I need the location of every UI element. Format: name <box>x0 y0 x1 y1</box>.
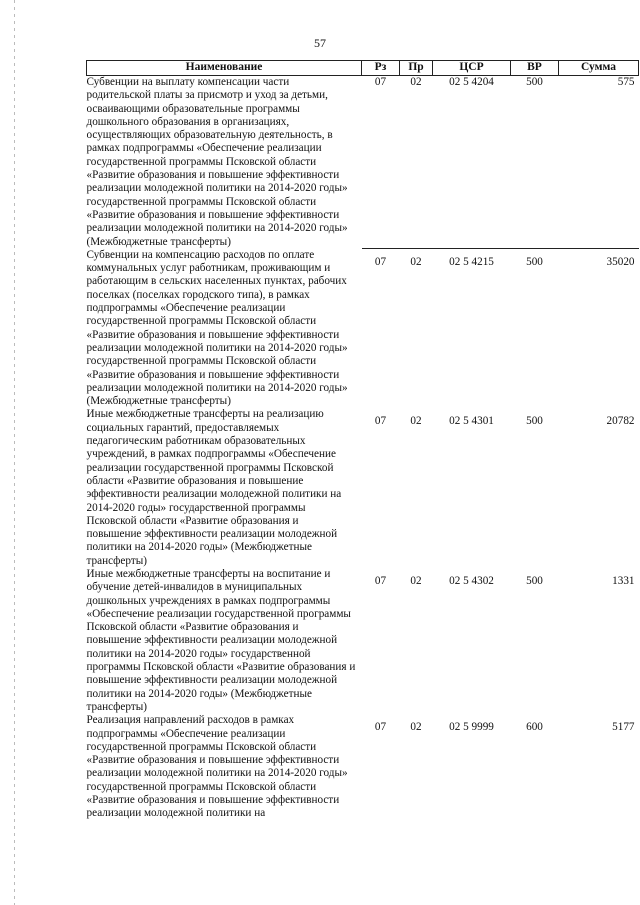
table-header-row <box>87 61 639 76</box>
table-row <box>87 249 639 409</box>
row-vr: 500 <box>526 256 543 269</box>
header-sum: Сумма <box>559 61 639 76</box>
row-name: Иные межбюджетные трансферты на реализацию социальных гарантий, предоставляемых педагогическим работникам образовательных учреждений, в рамках подпрограммы «Обеспечение реализации государственной программы Псковской области «Развитие образования и повышение эффективности реализации молодежной политики на 2014-2020 годы» государственной программы Псковской области «Развитие образования и повышение эффективности реализации молодежной политики на 2014-2020 годы» (Межбюджетные трансферты) <box>86 408 342 567</box>
row-pr: 02 <box>410 574 422 587</box>
row-rz: 07 <box>374 415 387 428</box>
row-vr: 500 <box>526 415 543 428</box>
table-row <box>87 568 639 714</box>
row-rz: 07 <box>374 574 387 587</box>
row-vr: 600 <box>526 721 543 734</box>
row-sum: 1331 <box>612 574 635 587</box>
row-csr: 02 5 4215 <box>449 256 494 269</box>
row-name: Субвенции на выплату компенсации части родительской платы за присмотр и уход за детьми, осваивающими образовательные программы дошкольного образования в организациях, осуществляющих образовательную деятельность, в рамках подпрограммы «Обеспечение реализации государственной программы Псковской области «Развитие образования и повышение эффективности реализации молодежной политики на 2014-2020 годы» государственной программы Псковской области «Развитие образования и повышение эффективности реализации молодежной политики на 2014-2020 годы» (Межбюджетные трансферты) <box>86 76 348 248</box>
row-name: Реализация направлений расходов в рамках подпрограммы «Обеспечение реализации государственной программы Псковской области «Развитие образования и повышение эффективности реализации молодежной политики на 2014-2020 годы» государственной программы Псковской области «Развитие образования и повышение эффективности реализации молодежной политики на <box>86 714 348 820</box>
header-rz: Рз <box>362 61 400 76</box>
row-rz: 07 <box>374 721 387 734</box>
budget-table <box>86 60 639 821</box>
scan-edge-artifact <box>14 0 15 905</box>
row-pr: 02 <box>410 721 422 734</box>
row-csr: 02 5 4302 <box>449 574 494 587</box>
row-sum: 575 <box>559 76 639 249</box>
row-pr: 02 <box>400 76 433 249</box>
header-name: Наименование <box>87 61 362 76</box>
header-vr: ВР <box>511 61 559 76</box>
row-sum: 5177 <box>612 721 635 734</box>
header-csr: ЦСР <box>433 61 511 76</box>
table-row <box>87 714 639 820</box>
row-pr: 02 <box>410 256 422 269</box>
row-sum: 20782 <box>606 415 635 428</box>
table-row <box>87 408 639 568</box>
row-csr: 02 5 4301 <box>449 415 494 428</box>
header-pr: Пр <box>400 61 433 76</box>
row-sum: 35020 <box>606 256 635 269</box>
row-name: Субвенции на компенсацию расходов по оплате коммунальных услуг работникам, проживающим и работающим в сельских населенных пунктах, рабочих поселках (поселках городского типа), в рамках подпрограммы «Обеспечение реализации государственной программы Псковской области «Развитие образования и повышение эффективности реализации молодежной политики на 2014-2020 годы» государственной программы Псковской области «Развитие образования и повышение эффективности реализации молодежной политики на 2014-2020 годы» (Межбюджетные трансферты) <box>86 248 348 408</box>
table-row <box>87 76 639 249</box>
row-name: Иные межбюджетные трансферты на воспитание и обучение детей-инвалидов в муниципальных дошкольных учреждениях в рамках подпрограммы «Обеспечение реализации государственной программы Псковской области «Развитие образования и повышение эффективности реализации молодежной политики на 2014-2020 годы» государственной программы Псковской области «Развитие образования и повышение эффективности реализации молодежной политики на 2014-2020 годы» (Межбюджетные трансферты) <box>86 567 356 713</box>
page-number: 57 <box>314 36 326 50</box>
row-rz: 07 <box>374 256 387 269</box>
row-vr: 500 <box>511 76 559 249</box>
row-csr: 02 5 9999 <box>449 721 494 734</box>
row-vr: 500 <box>526 574 543 587</box>
row-rz: 07 <box>362 76 400 249</box>
row-csr: 02 5 4204 <box>433 76 511 249</box>
row-pr: 02 <box>410 415 422 428</box>
